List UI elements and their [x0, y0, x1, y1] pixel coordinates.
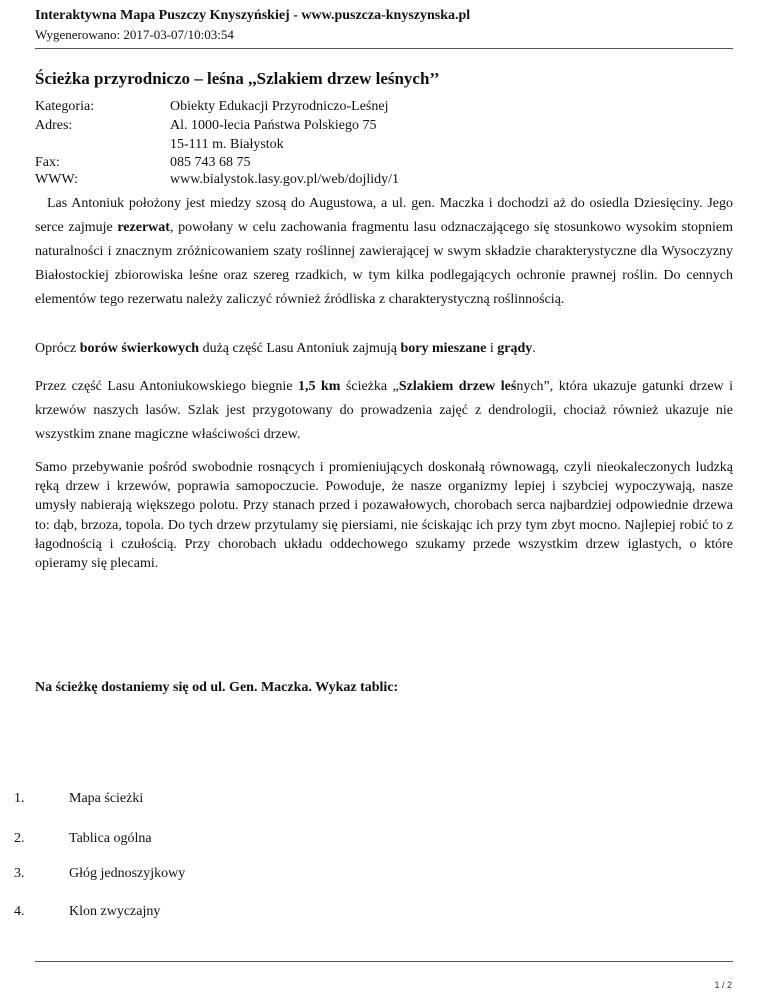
p1-bold-1: rezerwat [117, 220, 170, 236]
address-line-1: Al. 1000-lecia Państwa Polskiego 75 [170, 118, 377, 133]
list-item: Głóg jednoszyjkowy [69, 866, 186, 881]
paragraph-4: Samo przebywanie pośród swobodnie rosnących i promieniujących doskonałą równowagą, czyli nieokaleczonych ludzką ręką drzew i krzewów, poprawia samopoczucie. Powoduje, że nasze organizmy lepiej i szybciej wypoczywają, nasze umysły nabierają większego polotu. Przy stanach przed i pozawałowych, chorobach serca najbardziej odpowiednie drzewa to: dąb, brzoza, topola. Do tych drzew przytulamy się piersiami, nie ściskając ich przy tym zbyt mocno. Najlepiej robić to z łagodnością i czułością. Przy chorobach układu oddechowego szukamy przede wszystkim drzew iglastych, o które opieramy się plecami. [35, 460, 733, 572]
fax-value: 085 743 68 75 [170, 155, 251, 170]
document-title: Ścieżka przyrodniczo – leśna ,,Szlakiem drzew leśnych’’ [35, 69, 440, 88]
list-item-number: 4. [14, 904, 25, 919]
page-number: 1 / 2 [714, 980, 732, 990]
site-title: Interaktywna Mapa Puszczy Knyszyńskiej - www.puszcza-knyszynska.pl [35, 8, 471, 23]
p3-bold-2: Szlakiem drzew leś [398, 379, 517, 394]
p2-text-1: Oprócz [35, 341, 80, 356]
www-link[interactable]: www.bialystok.lasy.gov.pl/web/dojlidy/1 [170, 172, 400, 187]
list-item: Tablica ogólna [69, 831, 152, 846]
address-label: Adres: [35, 118, 73, 133]
list-item-number: 1. [14, 791, 25, 806]
p2-bold-3: grądy [497, 341, 533, 356]
generated-timestamp: Wygenerowano: 2017-03-07/10:03:54 [35, 27, 234, 42]
p2-text-3: i [486, 341, 498, 356]
address-line-2: 15-111 m. Białystok [170, 137, 284, 152]
www-label: WWW: [35, 172, 79, 187]
paragraph-3 [35, 375, 733, 447]
list-item: Klon zwyczajny [69, 904, 161, 919]
header-divider [35, 48, 733, 49]
p2-bold-2: bory mieszane [400, 341, 487, 356]
p1-text-1: Las Antoniuk położony jest miedzy szosą do Augustowa, a ul. gen. Maczka i dochodzi aż do osiedla Dziesięciny. Jego serce zajmuje [35, 196, 733, 236]
p1-text-2: , powołany w celu zachowania fragmentu lasu odznaczającego się stosunkowo wysokim stopniem naturalności i znacznym zróżnicowaniem szaty roślinnej zawierającej w swym składzie charakterystyczne dla Wysoczyzny Białostockiej zbiorowiska leśne oraz szereg rzadkich, w tym kilka podlegających ochronie prawnej roślin. Do cennych elementów tego rezerwatu należy zaliczyć również źródliska z charakterystyczną roślinnością. [35, 220, 733, 308]
fax-label: Fax: [35, 155, 60, 170]
p3-text-2: ścieżka „ [340, 379, 399, 394]
p3-text-3: nych”, która ukazuje gatunki drzew i krzewów naszych lasów. Szlak jest przygotowany do prowadzenia zajęć z dendrologii, chociaż również ukazuje nie wszystkim znane magiczne właściwości drzew. [35, 379, 734, 443]
p3-bold-1: 1,5 km [298, 379, 341, 394]
p3-text-1: Przez część Lasu Antoniukowskiego biegnie [35, 379, 298, 394]
category-label: Kategoria: [35, 99, 95, 114]
category-value: Obiekty Edukacji Przyrodniczo-Leśnej [170, 99, 389, 114]
list-item-number: 3. [14, 866, 25, 881]
trail-subheading: Na ścieżkę dostaniemy się od ul. Gen. Maczka. Wykaz tablic: [35, 680, 399, 695]
p2-text-4: . [532, 341, 536, 356]
paragraph-1 [35, 192, 733, 312]
paragraph-2 [35, 341, 536, 357]
p2-bold-1: borów świerkowych [79, 341, 200, 356]
list-item-number: 2. [14, 831, 25, 846]
footer-divider [35, 961, 733, 962]
list-item: Mapa ścieżki [69, 791, 144, 806]
p2-text-2: dużą część Lasu Antoniuk zajmują [199, 341, 401, 356]
